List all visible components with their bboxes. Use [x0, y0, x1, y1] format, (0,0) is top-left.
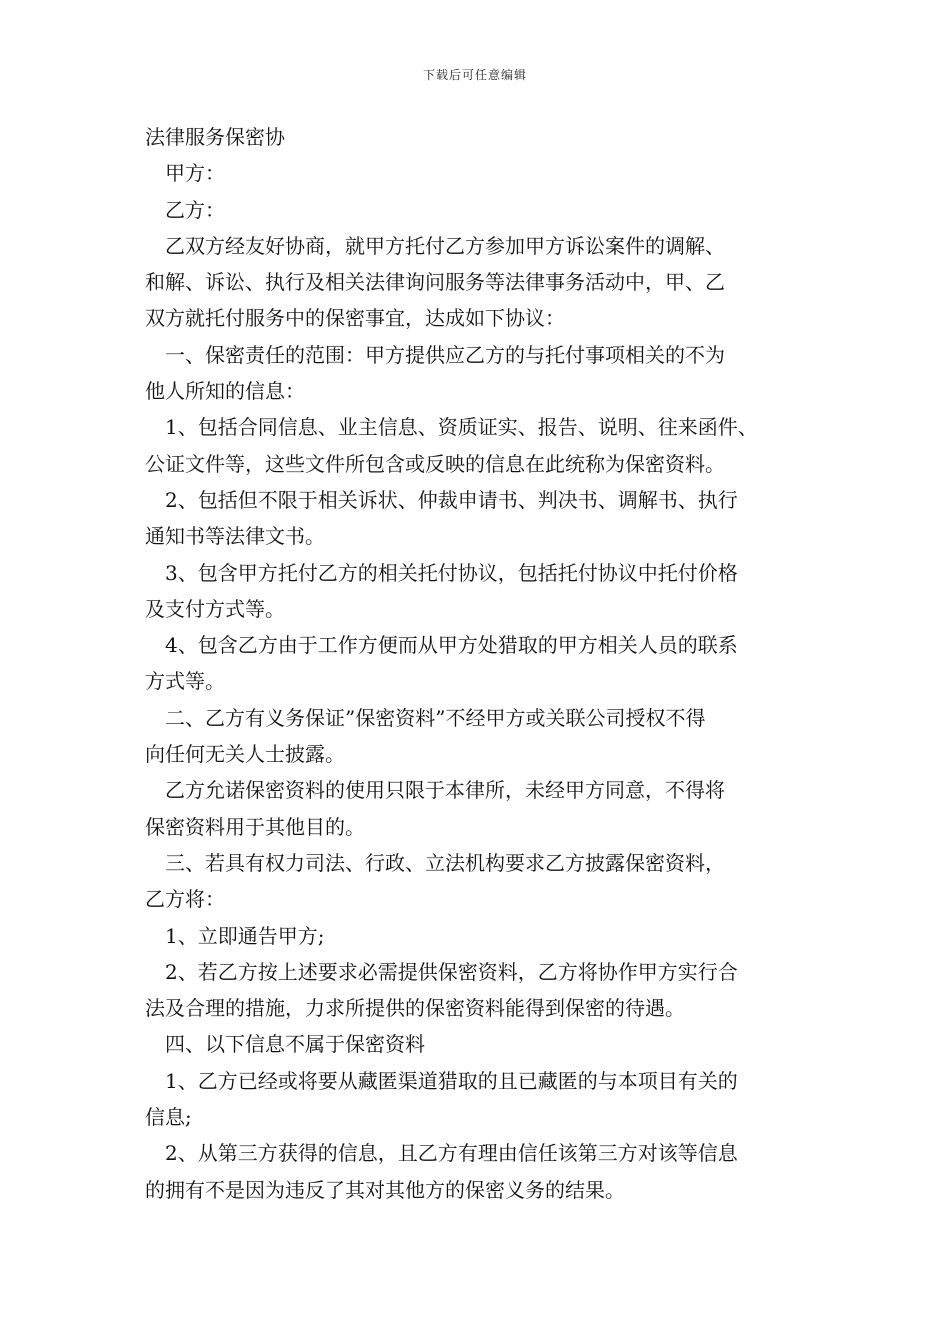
list-item-line: 1、立即通告甲方;	[145, 923, 325, 948]
paragraph-line: 保密资料用于其他目的。	[145, 814, 365, 839]
paragraph-line: 及支付方式等。	[145, 596, 285, 621]
party-a-line: 甲方：	[145, 161, 225, 186]
paragraph-line: 信息;	[145, 1105, 192, 1130]
header-note: 下载后可任意编辑	[422, 68, 527, 82]
paragraph-line: 方式等。	[145, 669, 225, 694]
paragraph-line: 通知书等法律文书。	[145, 524, 325, 549]
paragraph-line: 法及合理的措施，力求所提供的保密资料能得到保密的待遇。	[145, 996, 685, 1021]
paragraph-line: 公证文件等，这些文件所包含或反映的信息在此统称为保密资料。	[145, 451, 725, 476]
document-body	[145, 119, 815, 1208]
paragraph-line: 乙方将：	[145, 887, 225, 912]
list-item-line: 2、包括但不限于相关诉状、仲裁申请书、判决书、调解书、执行	[145, 487, 738, 512]
section-3-heading: 三、若具有权力司法、行政、立法机构要求乙方披露保密资料，	[145, 850, 725, 875]
paragraph-line: 双方就托付服务中的保密事宜，达成如下协议：	[145, 306, 565, 331]
paragraph-line: 他人所知的信息：	[145, 379, 305, 404]
list-item-line: 1、乙方已经或将要从藏匿渠道猎取的且已藏匿的与本项目有关的	[145, 1068, 738, 1093]
list-item-line: 2、若乙方按上述要求必需提供保密资料，乙方将协作甲方实行合	[145, 959, 738, 984]
paragraph-line: 和解、诉讼、执行及相关法律询问服务等法律事务活动中，甲、乙	[145, 270, 725, 295]
section-1-heading: 一、保密责任的范围：甲方提供应乙方的与托付事项相关的不为	[145, 342, 725, 367]
list-item-line: 1、包括合同信息、业主信息、资质证实、报告、说明、往来函件、	[145, 415, 758, 440]
list-item-line: 2、从第三方获得的信息，且乙方有理由信任该第三方对该等信息	[145, 1141, 738, 1166]
paragraph-line: 向任何无关人士披露。	[145, 742, 345, 767]
paragraph-line: 的拥有不是因为违反了其对其他方的保密义务的结果。	[145, 1177, 625, 1202]
document-title: 法律服务保密协	[145, 125, 285, 149]
section-4-heading: 四、以下信息不属于保密资料	[145, 1032, 425, 1057]
list-item-line: 3、包含甲方托付乙方的相关托付协议，包括托付协议中托付价格	[145, 560, 738, 585]
paragraph-line: 乙双方经友好协商，就甲方托付乙方参加甲方诉讼案件的调解、	[145, 233, 725, 258]
paragraph-line: 乙方允诺保密资料的使用只限于本律所，未经甲方同意，不得将	[145, 778, 725, 803]
party-b-line: 乙方：	[145, 197, 225, 222]
section-2-heading: 二、乙方有义务保证”保密资料”不经甲方或关联公司授权不得	[145, 705, 706, 730]
list-item-line: 4、包含乙方由于工作方便而从甲方处猎取的甲方相关人员的联系	[145, 633, 738, 658]
